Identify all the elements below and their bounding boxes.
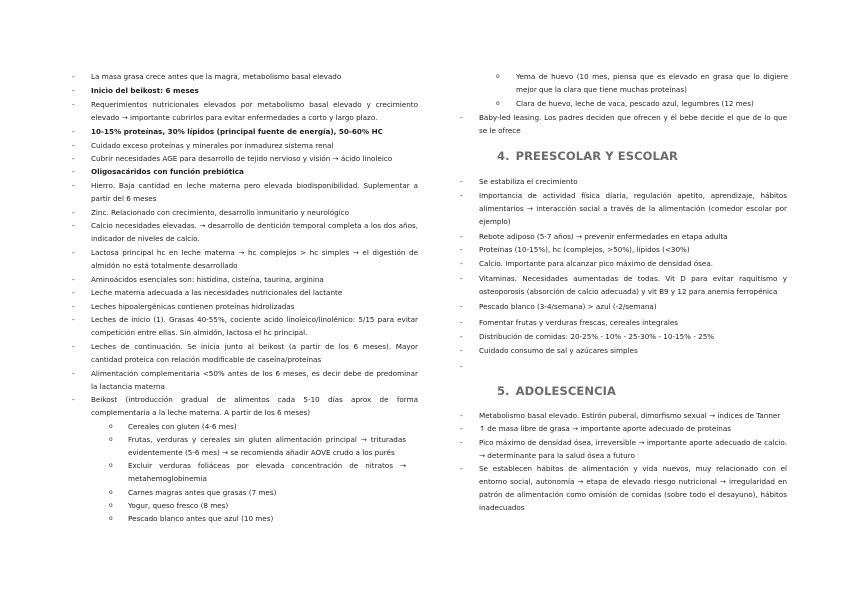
section-heading <box>497 149 678 163</box>
section-title: PREESCOLAR Y ESCOLAR <box>515 149 678 163</box>
document-page: - La masa grasa crece antes que la magra, metabolismo basal elevado - Inicio del beikost: 6 meses - Requerimientos nutricionales elevados por metabolismo basal elevado y crecimiento elevado → importante cubrirlos para evitar enfermedades a corto y largo plazo. - 10-15% proteínas, 30% lípidos (principal fuente de energía), 50-60% HC - Cuidado exceso proteínas y minerales por inmadurez sistema renal - Cubrir necesidades AGE para desarrollo de tejido nervioso y visión → ácido linoleico - Oligosacáridos con función prebiótica - Hierro. Baja cantidad en leche materna pero elevada biodisponibilidad. Suplementar a partir del 6 meses - Zinc. Relacionado con crecimiento, desarrollo inmunitario y neurológico - Calcio necesidades elevadas. → desarrollo de dentición temporal completa a los dos años, indicador de niveles de calcio. - Lactosa principal hc en leche materna → hc complejos > hc simples → el digestión de almidón no está totalmente desarrollado - Aminoácidos esenciales son: histidina, cisteína, taurina, arginina - Leche materna adecuada a las necesidades nutricionales del lactante - Leches hipoalergénicas contienen proteínas hidrolizadas - Leches de inicio (1). Grasas 40-55%, cociente acido linoleico/linolénico: 5/15 para evitar competición entre ellas. Sin almidón, lactosa el hc principal. - Leches de continuación. Se inicia junto al beikost (a partir de los 6 meses). Mayor cantidad proteica con relación modificable de caseína/proteínas - Alimentación complementaria <50% antes de los 6 meses, es decir debe de predominar la lactancia materna - Beikost (introducción gradual de alimentos cada 5-10 días aprox de forma complementaria a la leche materna. A partir de los 6 meses) o Cereales con gluten (4-6 mes) o Frutas, verduras y cereales sin gluten alimentación principal → trituradas evidentemente (5-6 mes) → se recomienda añadir AOVE crudo a los purés o Excluir verduras foliáceas por elevada concentración de nitratos → metahemoglobinemia o Carnes magras antes que grasas (7 mes) o Yogur, queso fresco (8 mes) o Pescado blanco antes que azul (10 mes) o Yema de huevo (10 mes, piensa que es elevado en grasa que lo digiere mejor que la clara que tiene muchas proteínas) o Clara de huevo, leche de vaca, pescado azul, legumbres (12 mes) - Baby-led leasing. Los padres deciden que ofrecen y él bebe decide el que de lo que se le ofrece 4. PREESCOLAR Y ESCOLAR - Se estabiliza el crecimiento - Importancia de actividad física diaria, regulación apetito, aprendizaje, hábitos alimentarios → interacción social a través de la alimentación (comedor escolar por ejemplo) - Rebote adiposo (5-7 años) → prevenir enfermedades en etapa adulta - Proteínas (10-15%), hc (complejos, >50%), lípidos (<30%) - Calcio. Importante para alcanzar pico máximo de densidad ósea. - Vitaminas. Necesidades aumentadas de todas. Vit D para evitar raquitismo y osteoporosis (absorción de calcio adecuada) y vit B9 y 12 para anemia ferropénica - Pescado blanco (3-4/semana) > azul (-2/semana) - Fomentar frutas y verduras frescas, cereales integrales - Distribución de comidas: 20-25% - 10% - 25-30% - 10-15% - 25% - Cuidado consumo de sal y azúcares simples - 5. ADOLESCENCIA - Metabolismo basal elevado. Estirón puberal, dimorfismo sexual → índices de Tanner - ↑ de masa libre de grasa → importante aporte adecuado de proteínas - Pico máximo de densidad ósea, irreversible → importante aporte adecuado de calcio. → determinante para la salud ósea a futuro - Se establecen hábitos de alimentación y vida nuevos, muy relacionado con el entorno social, autonomía → etapa de elevado riesgo nutricional → irregularidad en patrón de alimentación como omisión de comidas (sobre todo el desayuno), hábitos inadecuados <box>72 72 788 523</box>
section-number: 4. <box>497 149 510 163</box>
section-title: ADOLESCENCIA <box>515 384 617 398</box>
section-heading <box>497 384 616 398</box>
section-number: 5. <box>497 384 510 398</box>
